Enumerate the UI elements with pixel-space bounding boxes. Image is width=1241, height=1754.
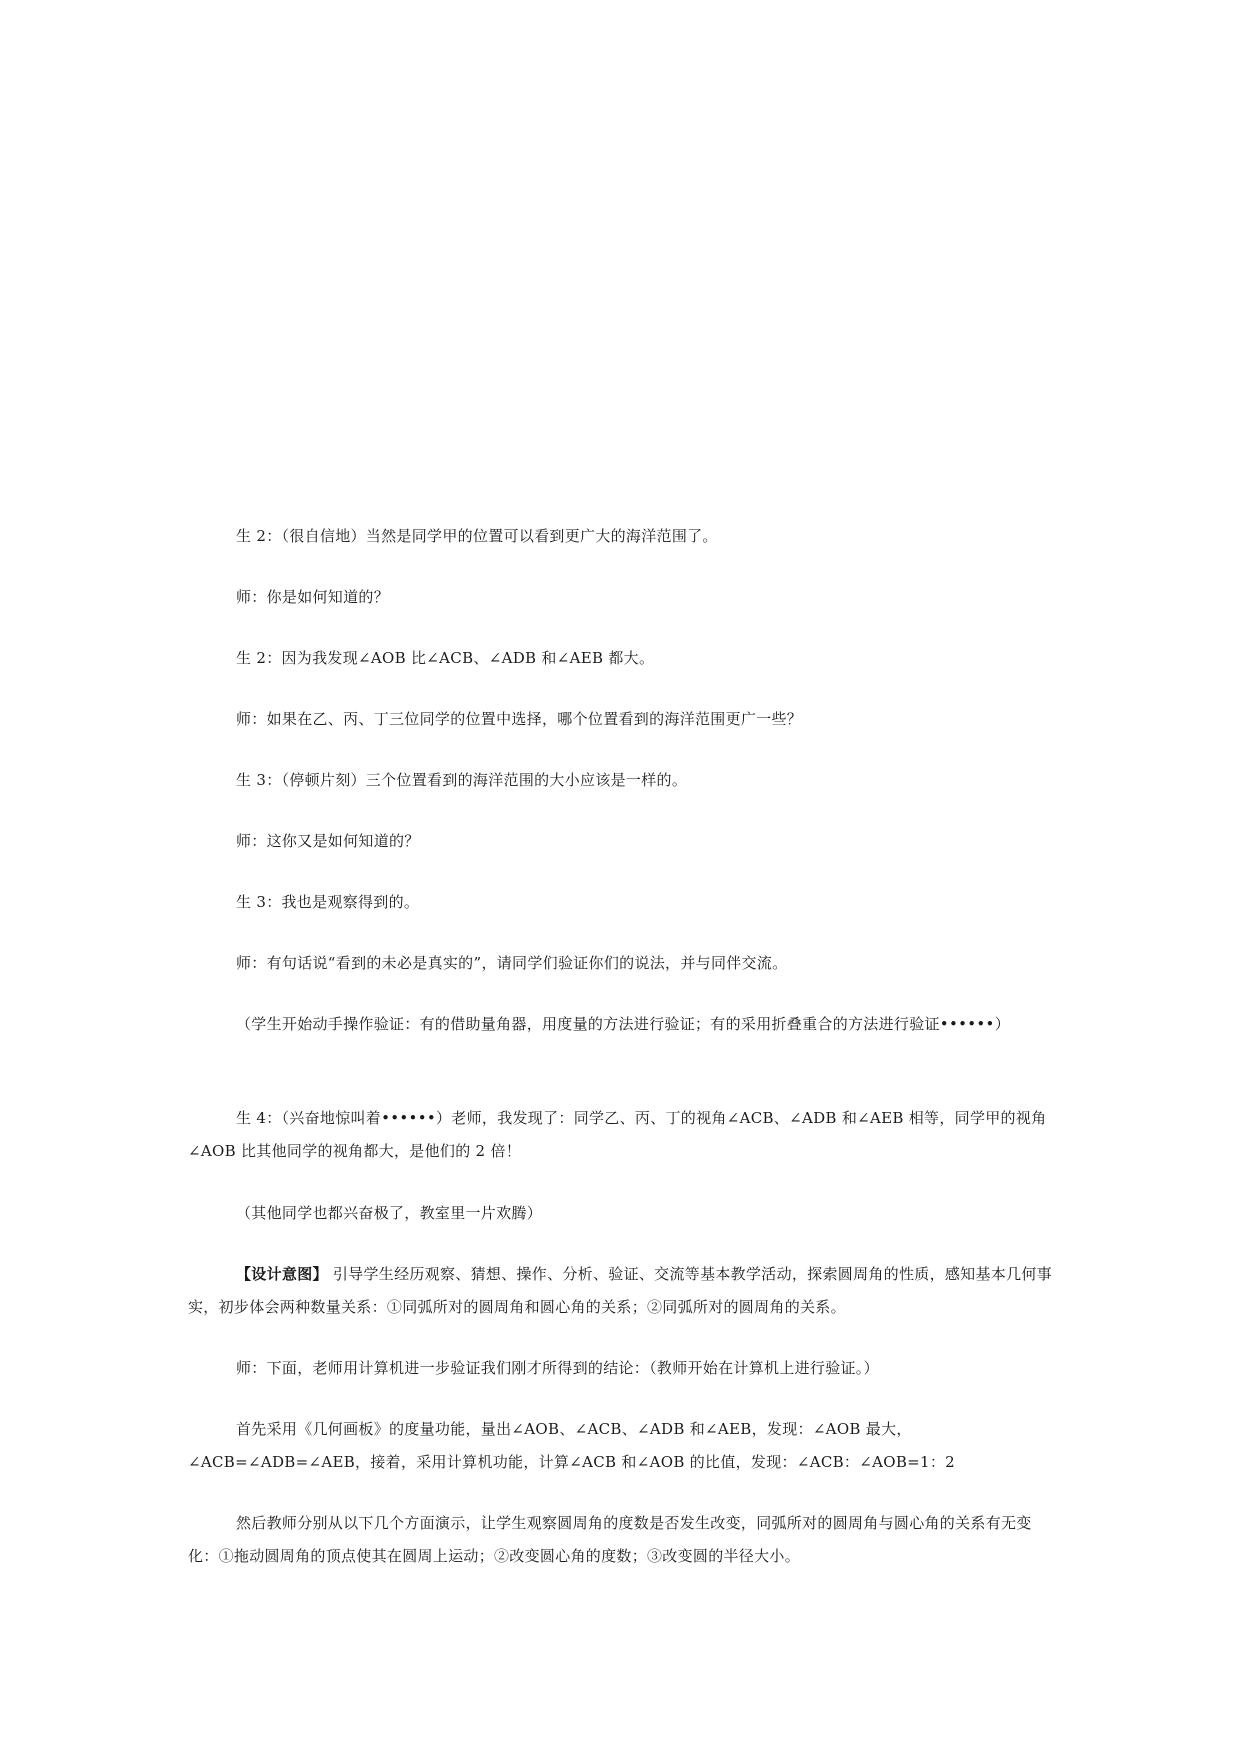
paragraph-7: 生 3：我也是观察得到的。 — [236, 893, 420, 911]
paragraph-4: 师：如果在乙、丙、丁三位同学的位置中选择，哪个位置看到的海洋范围更广一些？ — [236, 710, 803, 728]
paragraph-12 — [188, 1258, 1060, 1324]
paragraph-13: 师：下面，老师用计算机进一步验证我们刚才所得到的结论：（教师开始在计算机上进行验证。） — [236, 1359, 879, 1377]
paragraph-3: 生 2：因为我发现∠AOB 比∠ACB、∠ADB 和∠AEB 都大。 — [236, 649, 655, 667]
paragraph-14: 首先采用《几何画板》的度量功能，量出∠AOB、∠ACB、∠ADB 和∠AEB，发现：∠AOB 最大，∠ACB=∠ADB=∠AEB，接着，采用计算机功能，计算∠ACB 和∠AOB 的比值，发现：∠ACB：∠AOB=1：2 — [188, 1420, 955, 1471]
paragraph-15: 然后教师分别从以下几个方面演示，让学生观察圆周角的度数是否发生改变，同弧所对的圆周角与圆心角的关系有无变化：①拖动圆周角的顶点使其在圆周上运动；②改变圆心角的度数；③改变圆的半径大小。 — [188, 1514, 1032, 1565]
paragraph-1: 生 2：（很自信地）当然是同学甲的位置可以看到更广大的海洋范围了。 — [236, 527, 718, 545]
paragraph-11: （其他同学也都兴奋极了，教室里一片欢腾） — [236, 1204, 543, 1222]
paragraph-6: 师：这你又是如何知道的？ — [236, 832, 420, 850]
design-intent-text: 引导学生经历观察、猜想、操作、分析、验证、交流等基本教学活动，探索圆周角的性质，感知基本几何事实，初步体会两种数量关系：①同弧所对的圆周角和圆心角的关系；②同弧所对的圆周角的关系。 — [188, 1265, 1052, 1316]
paragraph-2: 师：你是如何知道的？ — [236, 588, 390, 606]
paragraph-9: （学生开始动手操作验证：有的借助量角器，用度量的方法进行验证；有的采用折叠重合的方法进行验证••••••） — [236, 1015, 1010, 1033]
paragraph-8: 师：有句话说“看到的未必是真实的”，请同学们验证你们的说法，并与同伴交流。 — [236, 954, 788, 972]
paragraph-10: 生 4：（兴奋地惊叫着••••••）老师，我发现了：同学乙、丙、丁的视角∠ACB、∠ADB 和∠AEB 相等，同学甲的视角∠AOB 比其他同学的视角都大，是他们的 2 倍！ — [188, 1109, 1047, 1160]
paragraph-5: 生 3：（停顿片刻）三个位置看到的海洋范围的大小应该是一样的。 — [236, 771, 688, 789]
design-intent-label: 【设计意图】 — [236, 1265, 328, 1283]
